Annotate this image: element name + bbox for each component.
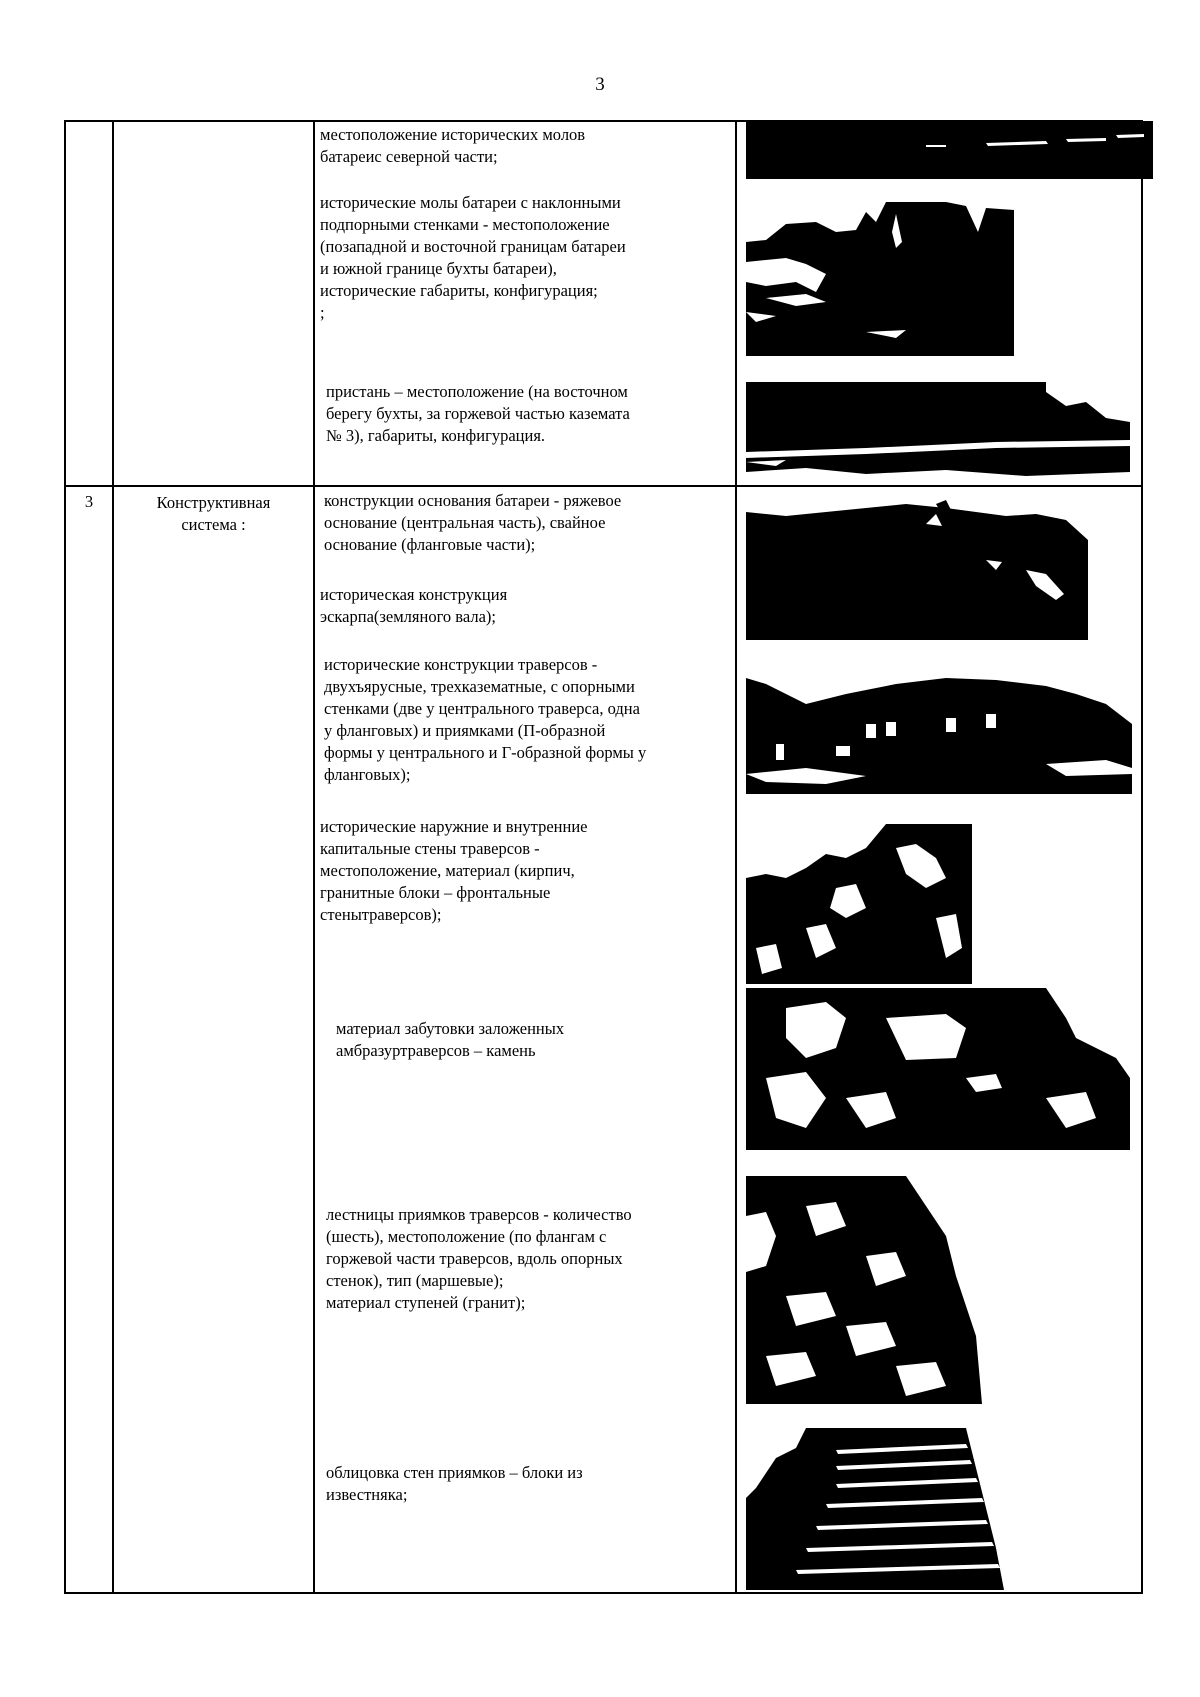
stairs-photo: [746, 1176, 994, 1404]
item-description: исторические наружние и внутренние капитальные стены траверсов - местоположение, материал (кирпич, гранитные блоки – фронтальные стенытраверсов);: [320, 817, 588, 924]
traverse-photo: [746, 664, 1132, 794]
table-left-border: [64, 120, 66, 1594]
row-title: Конструктивная система :: [156, 493, 271, 534]
column-divider: [112, 120, 114, 1594]
item-description: материал забутовки заложенных амбразуртраверсов – камень: [336, 1019, 565, 1060]
row-number: 3: [84, 492, 94, 511]
row-divider: [64, 485, 1143, 487]
item-description: исторические конструкции траверсов - двухъярусные, трехказематные, с опорными стенками (две у центрального траверса, одна у фланговых) и приямками (П-образной формы у центрального и Г-образной формы у фланговых);: [324, 655, 647, 784]
mole-shore-photo: [746, 202, 1014, 356]
wall-photo: [746, 818, 972, 984]
wharf-photo: [746, 382, 1130, 484]
table-bottom-border: [64, 1592, 1143, 1594]
column-divider: [735, 120, 737, 1594]
item-description: историческая конструкция эскарпа(земляного вала);: [320, 585, 508, 626]
item-description: местоположение исторических молов батареис северной части;: [320, 125, 586, 166]
pier-dark-photo: [746, 121, 1153, 179]
item-description: облицовка стен приямков – блоки из известняка;: [326, 1463, 583, 1504]
page-number: 3: [595, 74, 605, 95]
table-right-border: [1141, 120, 1143, 1594]
item-description: конструкции основания батареи - ряжевое основание (центральная часть), свайное основание (фланговые части);: [324, 491, 622, 554]
embrasure-photo: [746, 988, 1130, 1150]
item-description: исторические молы батареи с наклонными подпорными стенками - местоположение (позападной и восточной границам батареи и южной границе бухты батареи), исторические габариты, конфигурация; ;: [320, 193, 626, 322]
item-description: пристань – местоположение (на восточном берегу бухты, за горжевой частью каземата № 3), габариты, конфигурация.: [326, 382, 630, 445]
cladding-photo: [746, 1428, 1018, 1590]
column-divider: [313, 120, 315, 1594]
foundation-photo: [746, 490, 1088, 640]
item-description: лестницы приямков траверсов - количество (шесть), местоположение (по флангам с горжевой части траверсов, вдоль опорных стенок), тип (маршевые); материал ступеней (гранит);: [326, 1205, 632, 1312]
